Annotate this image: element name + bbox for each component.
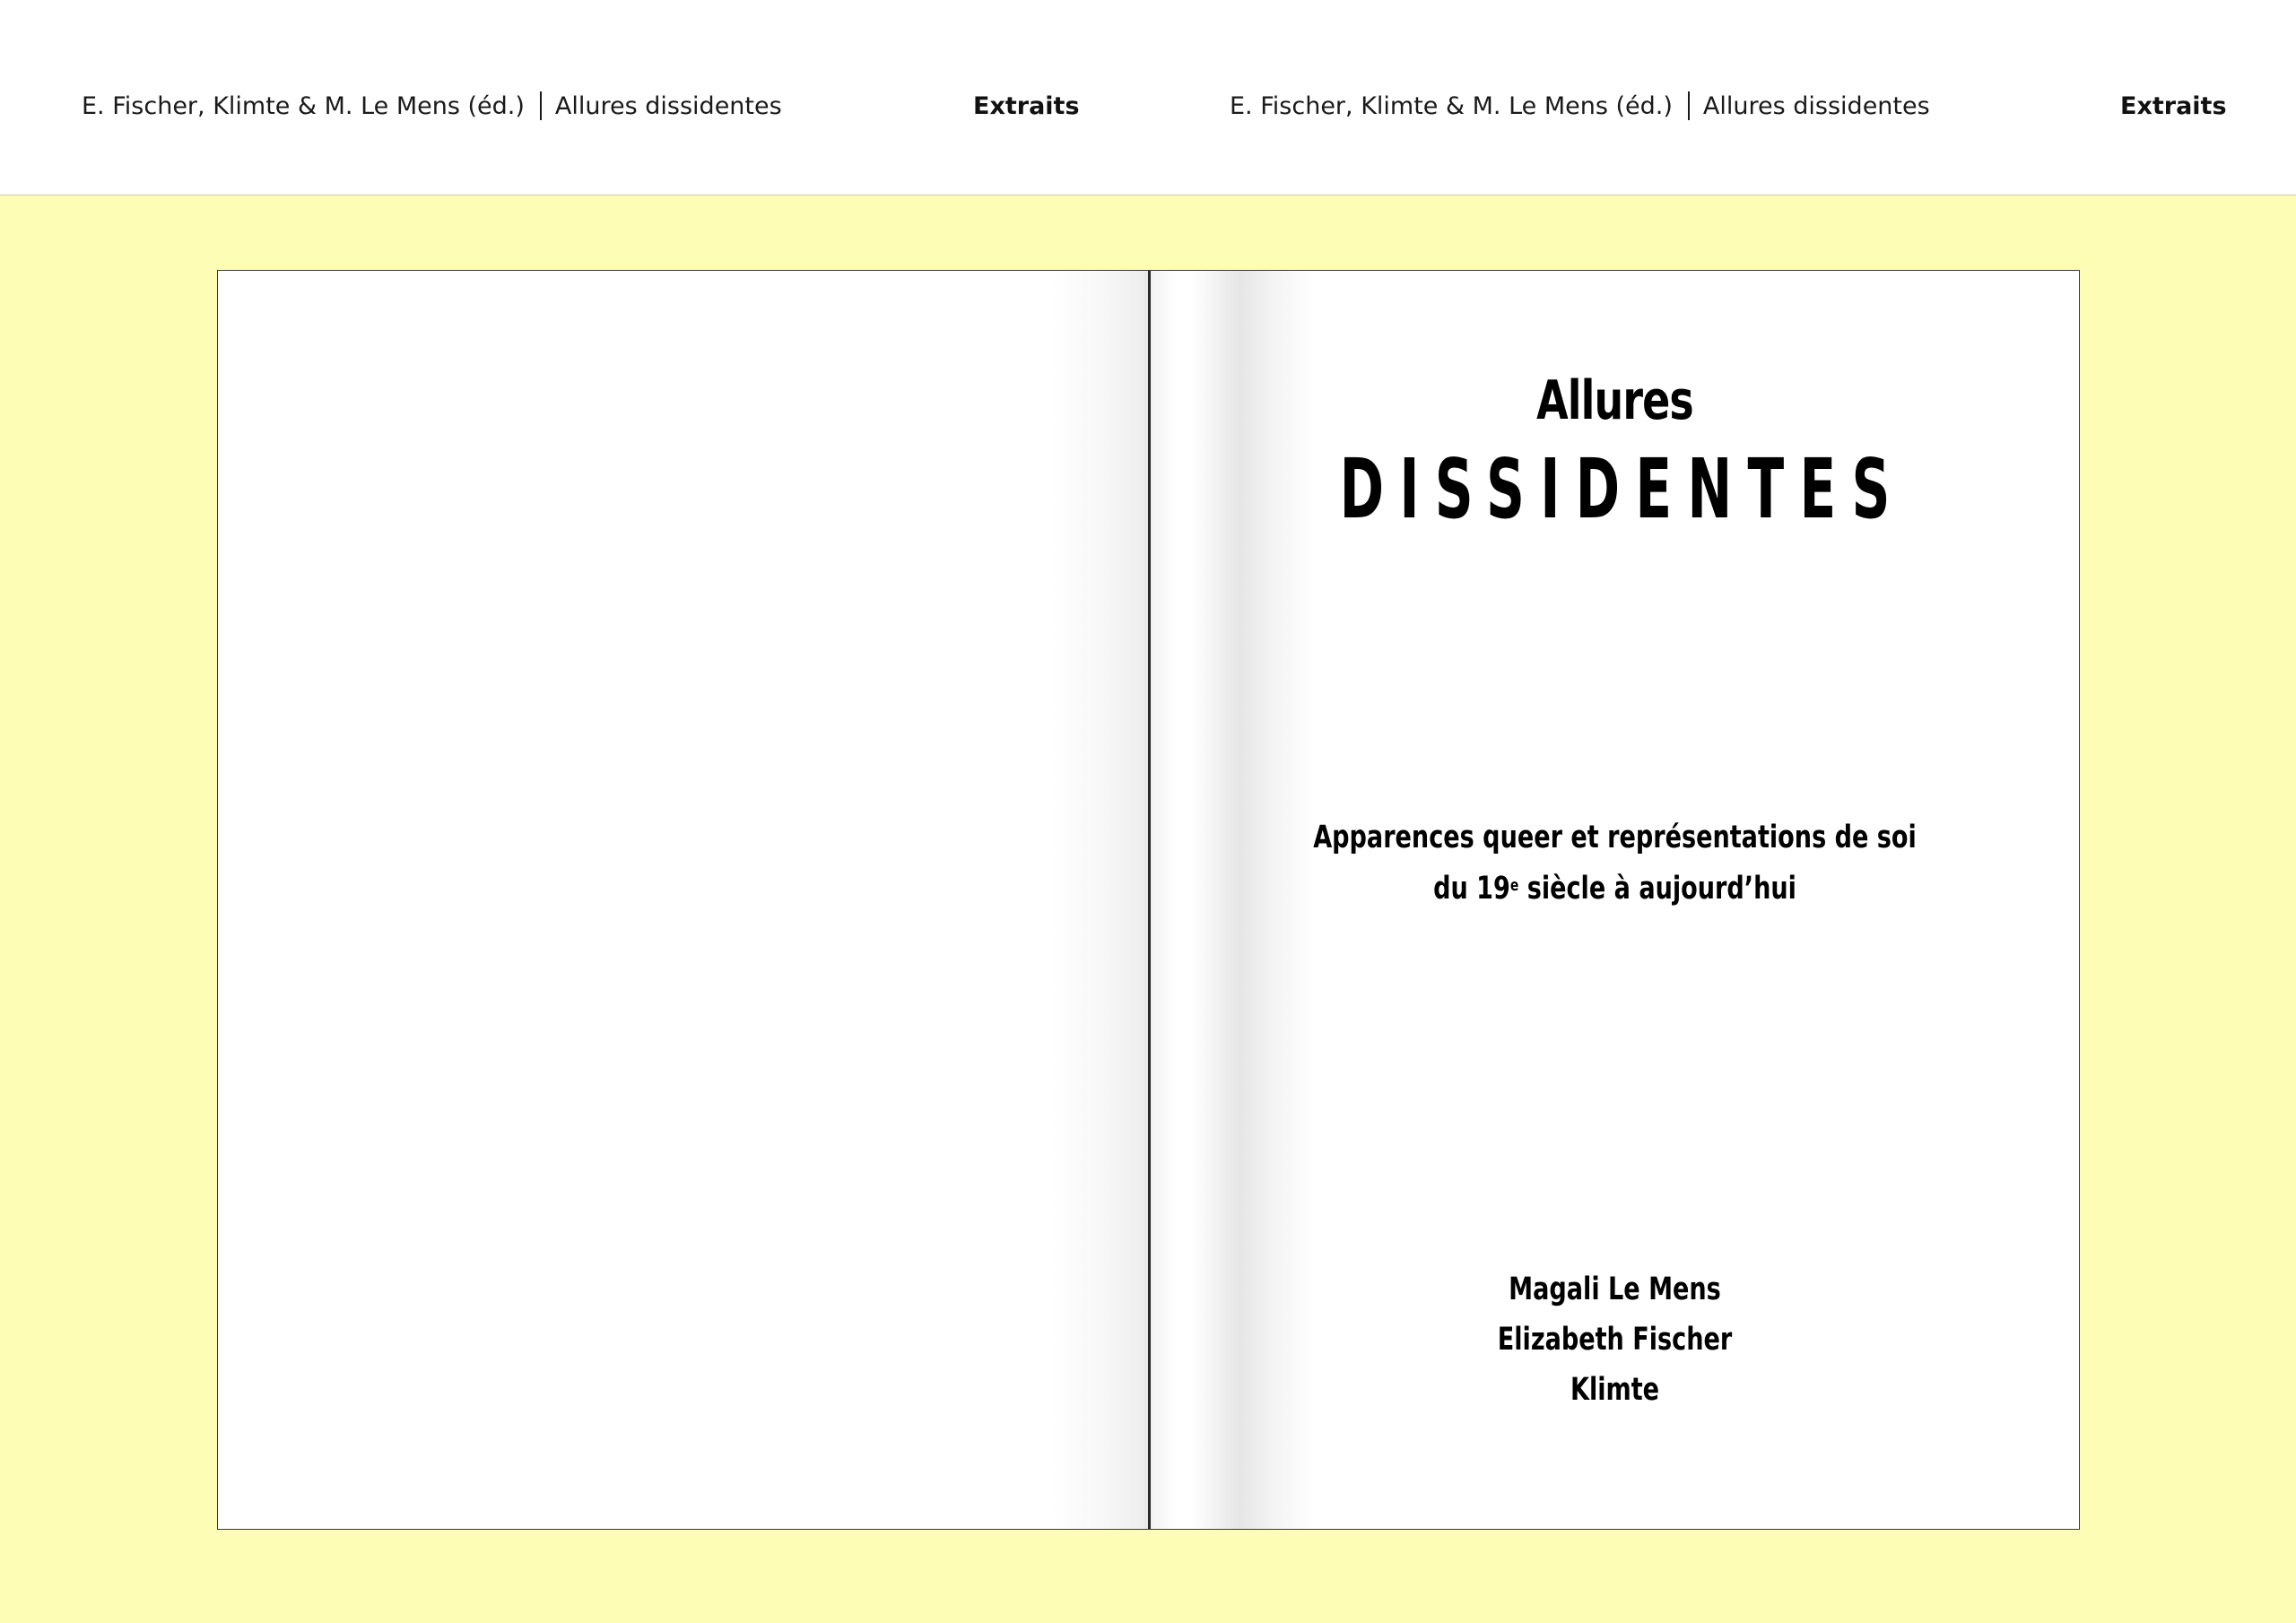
- header-credit-right: [1230, 88, 1930, 124]
- header-section-right: Extraits: [2120, 91, 2227, 120]
- author-name: Klimte: [1570, 1372, 1660, 1408]
- header-section-left: Extraits: [973, 91, 1080, 120]
- header-separator: [540, 91, 542, 120]
- subtitle-rest: siècle à aujourd’hui: [1518, 871, 1796, 907]
- header-book-title: Allures dissidentes: [554, 91, 782, 120]
- header-authors: E. Fischer, Klimte & M. Le Mens (éd.): [1230, 91, 1673, 120]
- subtitle-superscript: e: [1509, 876, 1519, 895]
- author-list: [1215, 1264, 2013, 1415]
- left-page: [218, 271, 1148, 1529]
- title-line-1: Allures: [1536, 369, 1693, 432]
- author-name: Magali Le Mens: [1509, 1271, 1721, 1307]
- book-spread: [217, 270, 2080, 1530]
- subtitle: [1215, 812, 2013, 915]
- header-authors: E. Fischer, Klimte & M. Le Mens (éd.): [82, 91, 525, 120]
- top-bar: [0, 0, 2296, 195]
- right-page: [1151, 271, 2079, 1529]
- header-separator: [1688, 91, 1690, 120]
- subtitle-century: du 19: [1433, 871, 1510, 907]
- subtitle-line-2: [1215, 864, 2013, 915]
- title-page-content: [1151, 271, 2079, 1529]
- header-book-title: Allures dissidentes: [1702, 91, 1930, 120]
- title-line-2: DISSIDENTES: [1339, 441, 1906, 537]
- header-credit-left: [82, 88, 782, 124]
- author-name: Elizabeth Fischer: [1497, 1322, 1733, 1358]
- subtitle-line-1: Apparences queer et représentations de soi: [1313, 820, 1917, 855]
